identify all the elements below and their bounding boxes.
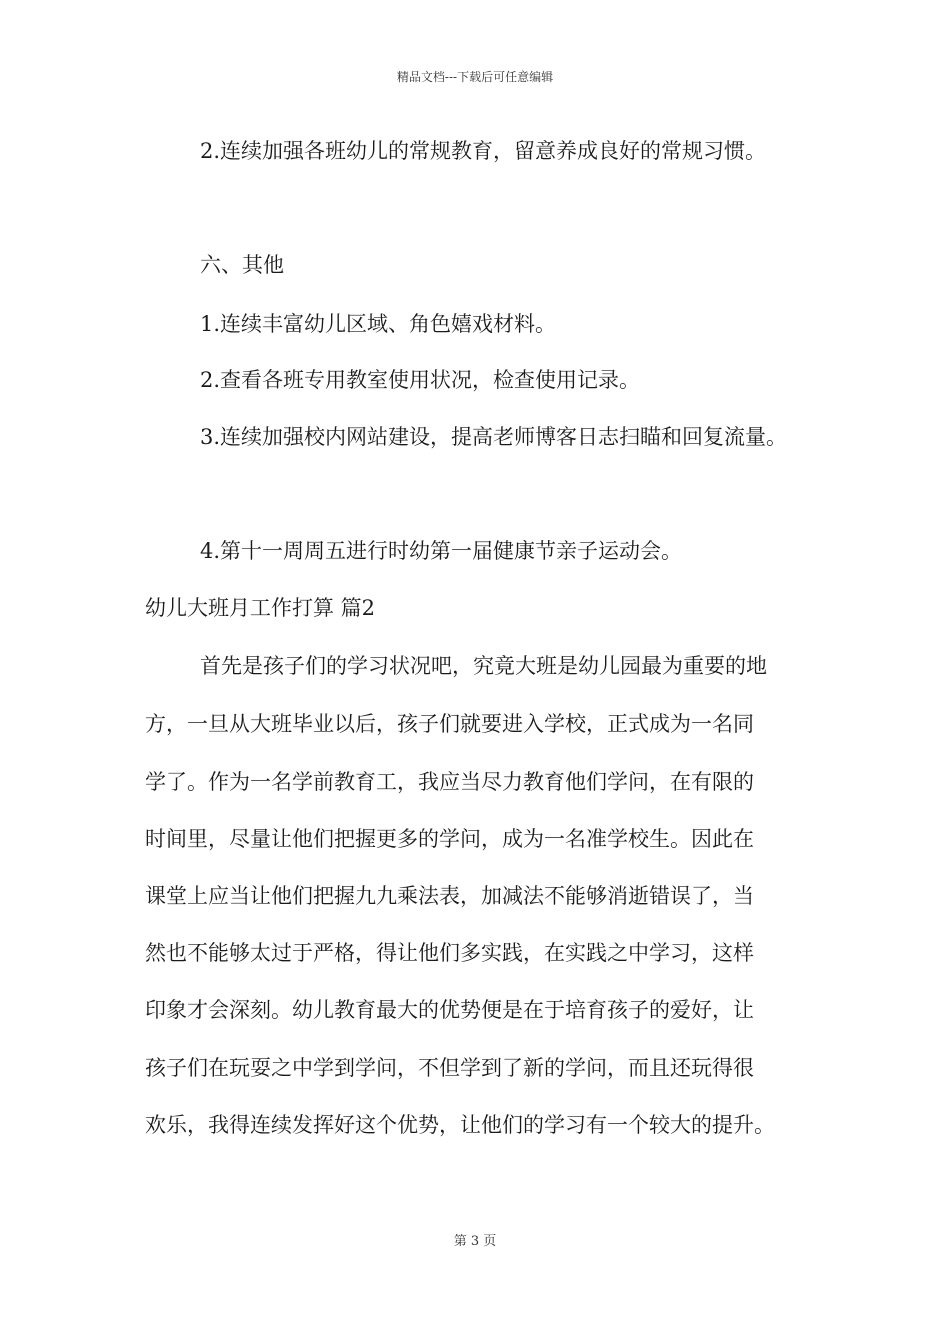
paragraph-line: 印象才会深刻。幼儿教育最大的优势便是在于培育孩子的爱好，让 xyxy=(145,998,754,1022)
section-six-item-3: 3.连续加强校内网站建设，提高老师博客日志扫瞄和回复流量。 xyxy=(200,425,788,449)
section-six-item-4: 4.第十一周周五进行时幼第一届健康节亲子运动会。 xyxy=(200,539,683,563)
paragraph-line: 学了。作为一名学前教育工，我应当尽力教育他们学问，在有限的 xyxy=(145,770,754,794)
paragraph-line: 然也不能够太过于严格，得让他们多实践，在实践之中学习，这样 xyxy=(145,941,754,965)
page-header: 精品文档---下载后可任意编辑 xyxy=(396,70,554,84)
paragraph-line: 欢乐，我得连续发挥好这个优势，让他们的学习有一个较大的提升。 xyxy=(145,1113,775,1137)
article-title: 幼儿大班月工作打算 篇2 xyxy=(145,596,376,620)
paragraph-line: 时间里，尽量让他们把握更多的学问，成为一名准学校生。因此在 xyxy=(145,827,754,851)
section-six-item-1: 1.连续丰富幼儿区域、角色嬉戏材料。 xyxy=(200,312,557,336)
section-six-item-2: 2.查看各班专用教室使用状况，检查使用记录。 xyxy=(200,368,641,392)
paragraph-line: 孩子们在玩耍之中学到学问，不但学到了新的学问，而且还玩得很 xyxy=(145,1056,754,1080)
list-item-2: 2.连续加强各班幼儿的常规教育，留意养成良好的常规习惯。 xyxy=(200,139,767,163)
page-number: 第 3 页 xyxy=(453,1234,497,1249)
section-six-title: 六、其他 xyxy=(200,253,284,277)
paragraph-line: 首先是孩子们的学习状况吧，究竟大班是幼儿园最为重要的地 xyxy=(200,654,767,678)
paragraph-line: 方，一旦从大班毕业以后，孩子们就要进入学校，正式成为一名同 xyxy=(145,712,754,736)
paragraph-line: 课堂上应当让他们把握九九乘法表，加减法不能够消逝错误了，当 xyxy=(145,884,754,908)
